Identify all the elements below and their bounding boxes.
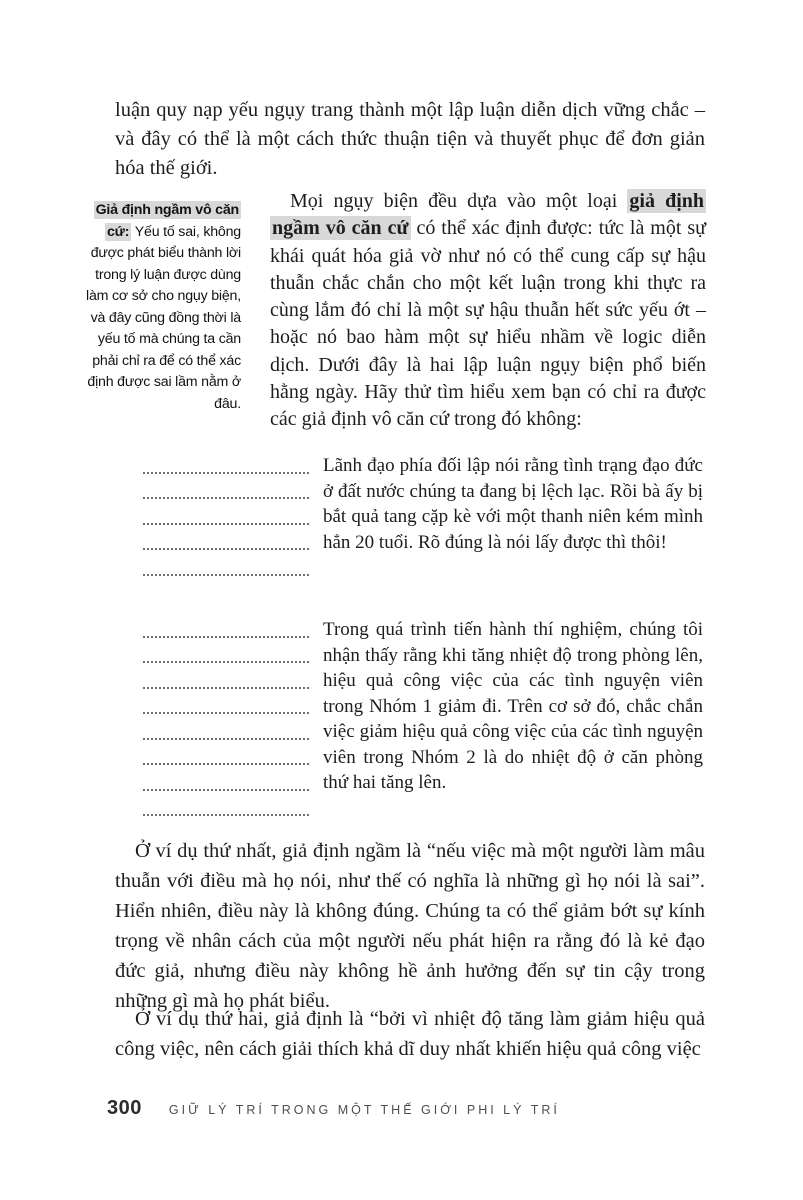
dotted-line [143, 504, 315, 530]
dotted-line [143, 555, 315, 581]
intro-text-after: có thể xác định được: tức là một sự khái quát hóa giả vờ như nó có thể cung cấp sự hậu thuẫn chắc chắn cho một kết luận trong khi thực ra cùng lắm đó chỉ là một sự hậu thuẫn hết sức yếu ớt – hoặc nó bao hàm một sự hiểu nhầm về logic diễn dịch. Dưới đây là hai lập luận ngụy biện phổ biến hằng ngày. Hãy thử tìm hiểu xem bạn có chỉ ra được các giả định vô căn cứ trong đó không: [270, 217, 706, 431]
margin-note-heading: Giả định ngầm vô căn cứ: [95, 202, 239, 240]
dotted-line [143, 617, 315, 643]
example-block-1 [143, 453, 703, 581]
intro-text-before: Mọi ngụy biện đều dựa vào một loại [290, 190, 628, 212]
dotted-line [143, 643, 315, 669]
top-paragraph: luận quy nạp yếu ngụy trang thành một lập luận diễn dịch vững chắc – và đây có thể là một cách thức thuận tiện và thuyết phục để đơn giản hóa thế giới. [115, 99, 705, 179]
dotted-line [143, 530, 315, 556]
analysis-paragraph-2: Ở ví dụ thứ hai, giả định là “bởi vì nhiệt độ tăng làm giảm hiệu quả công việc, nên cách giải thích khả dĩ duy nhất khiến hiệu quả công việc [115, 1008, 705, 1060]
intro-paragraph [270, 188, 706, 434]
margin-note-body: Yếu tố sai, không được phát biểu thành lời trong lý luận được dùng làm cơ sở cho ngụy biện, và đây cũng đồng thời là yếu tố mà chúng ta cần phải chỉ ra để có thể xác định được sai lầm nằm ở đâu. [86, 223, 241, 412]
dotted-leader-column [143, 617, 315, 821]
dotted-line [143, 770, 315, 796]
dotted-leader-column [143, 453, 315, 581]
dotted-line [143, 479, 315, 505]
dotted-line [143, 668, 315, 694]
margin-note [78, 200, 241, 415]
dotted-line [143, 796, 315, 822]
page-number: 300 [107, 1097, 142, 1119]
running-title: GIỮ LÝ TRÍ TRONG MỘT THẾ GIỚI PHI LÝ TRÍ [168, 1103, 560, 1117]
dotted-line [143, 745, 315, 771]
dotted-line [143, 453, 315, 479]
analysis-paragraph-1: Ở ví dụ thứ nhất, giả định ngầm là “nếu việc mà một người làm mâu thuẫn với điều mà họ nói, như thế có nghĩa là những gì họ nói là sai”. Hiển nhiên, điều này là không đúng. Chúng ta có thể giảm bớt sự kính trọng về nhân cách của một người nếu phát hiện ra rằng đó là kẻ đạo đức giả, nhưng điều này không hề ảnh hưởng đến sự tin cậy trong những gì mà họ phát biểu. [115, 840, 705, 1012]
example-2-text: Trong quá trình tiến hành thí nghiệm, chúng tôi nhận thấy rằng khi tăng nhiệt độ trong phòng lên, hiệu quả công việc của các tình nguyện viên trong Nhóm 1 giảm đi. Trên cơ sở đó, chắc chắn việc giảm hiệu quả công việc của các tình nguyện viên trong Nhóm 2 là do nhiệt độ ở căn phòng thứ hai tăng lên. [323, 619, 703, 793]
example-1-text: Lãnh đạo phía đối lập nói rằng tình trạng đạo đức ở đất nước chúng ta đang bị lệch lạc. Rồi bà ấy bị bắt quả tang cặp kè với một thanh niên kém mình hẳn 20 tuổi. Rõ đúng là nói lấy được thì thôi! [323, 455, 703, 553]
page-footer [107, 1097, 560, 1120]
highlighted-term: giả định ngầm vô căn cứ [272, 190, 705, 240]
dotted-line [143, 719, 315, 745]
example-block-2 [143, 617, 703, 821]
dotted-line [143, 694, 315, 720]
